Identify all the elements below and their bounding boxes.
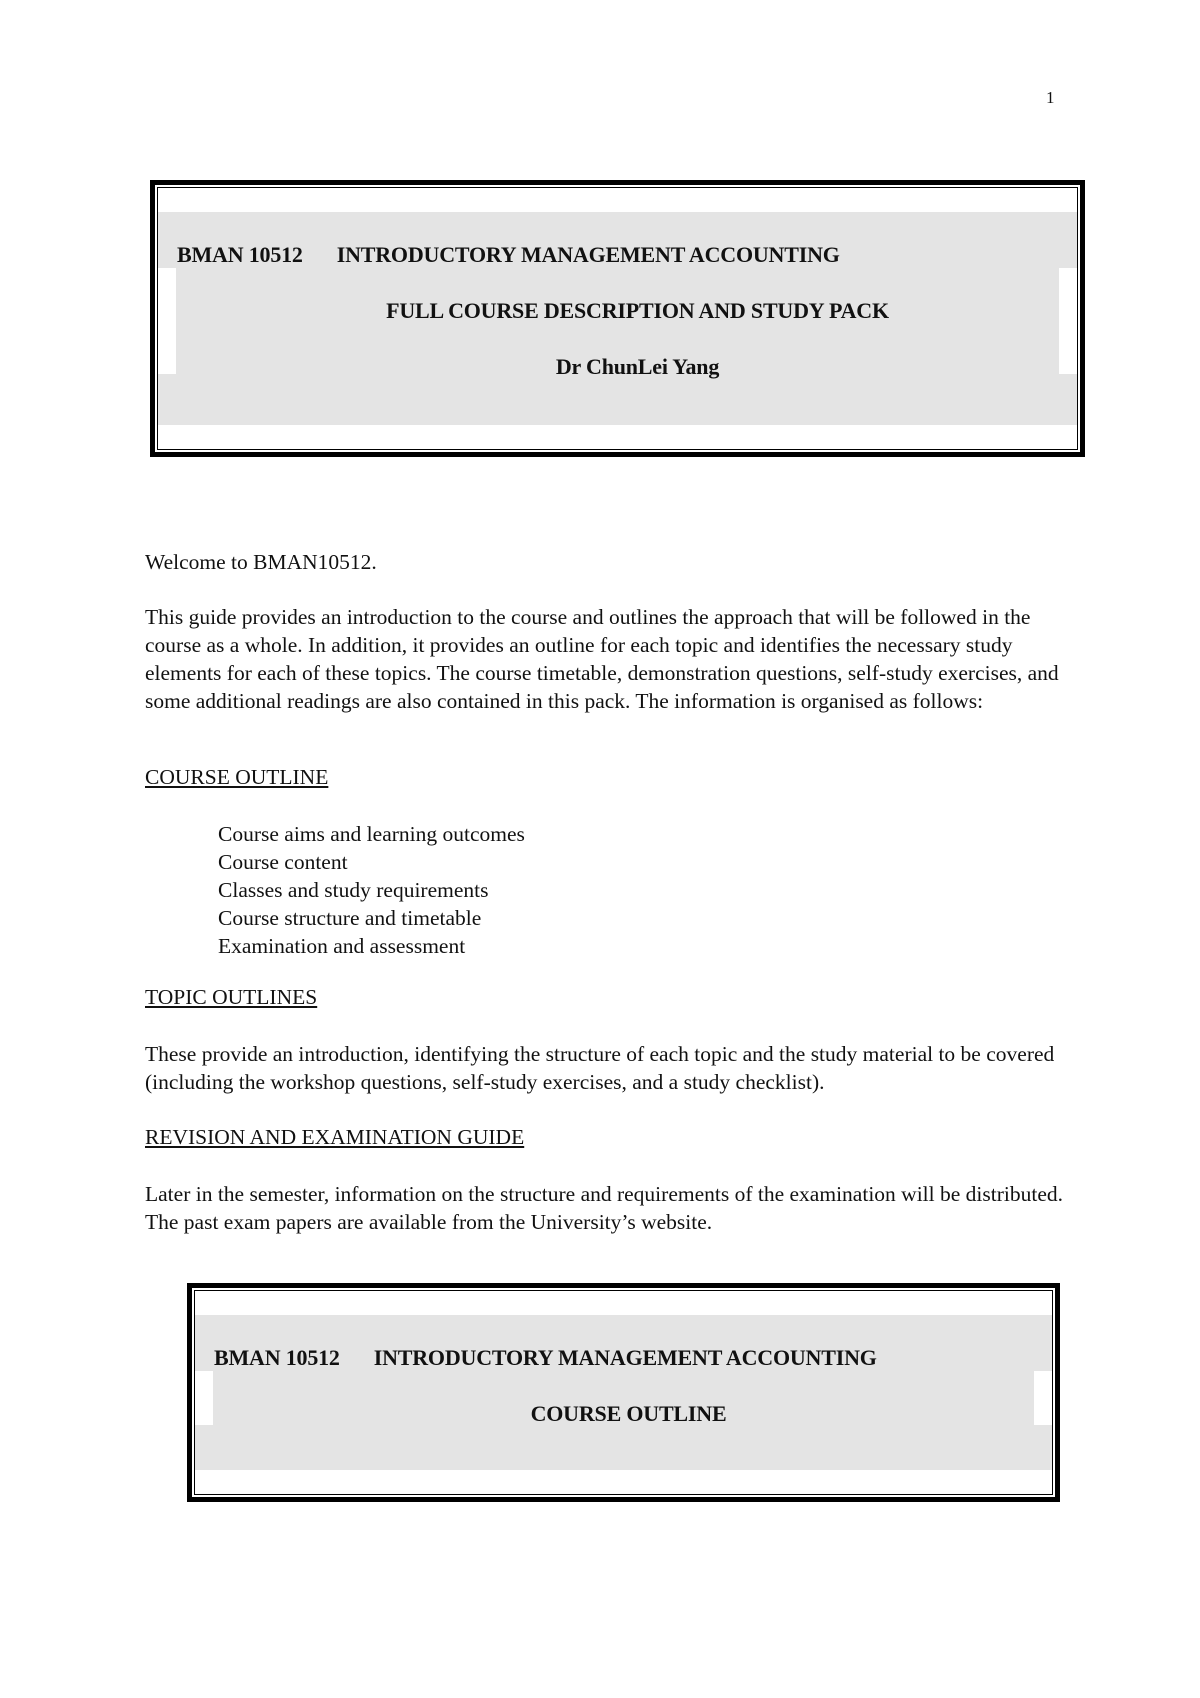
course-title: INTRODUCTORY MANAGEMENT ACCOUNTING (373, 1345, 877, 1370)
document-subtitle: FULL COURSE DESCRIPTION AND STUDY PACK (386, 298, 889, 323)
page-number: 1 (1046, 88, 1055, 107)
topic-outlines-paragraph: These provide an introduction, identifying the structure of each topic and the study material to be covered (including the workshop questions, self-study exercises, and a study checklist). (145, 1042, 1055, 1094)
course-outline-heading: COURSE OUTLINE (145, 765, 329, 789)
course-code: BMAN 10512 (214, 1345, 340, 1370)
revision-guide-paragraph: Later in the semester, information on the structure and requirements of the examination will be distributed. The past exam papers are available from the University’s website. (145, 1182, 1063, 1234)
course-heading (177, 242, 840, 268)
list-item: Course aims and learning outcomes (218, 822, 525, 846)
intro-paragraph: This guide provides an introduction to the course and outlines the approach that will be followed in the course as a whole. In addition, it provides an outline for each topic and identifies the necessary study elements for each of these topics. The course timetable, demonstration questions, self-study exercises, and some additional readings are also contained in this pack. The information is organised as follows: (145, 605, 1059, 713)
topic-outlines-heading: TOPIC OUTLINES (145, 985, 318, 1009)
list-item: Examination and assessment (218, 934, 466, 958)
course-title: INTRODUCTORY MANAGEMENT ACCOUNTING (336, 242, 840, 267)
course-outline-list (218, 820, 525, 960)
list-item: Course content (218, 850, 348, 874)
list-item: Classes and study requirements (218, 878, 489, 902)
box-shading (195, 1315, 1052, 1470)
course-heading (214, 1345, 877, 1371)
welcome-text: Welcome to BMAN10512. (145, 550, 377, 574)
author-name: Dr ChunLei Yang (555, 354, 720, 379)
list-item: Course structure and timetable (218, 906, 482, 930)
section-subtitle: COURSE OUTLINE (530, 1401, 727, 1426)
course-outline-box (187, 1283, 1060, 1502)
course-code: BMAN 10512 (177, 242, 303, 267)
course-title-box (150, 180, 1085, 457)
revision-guide-heading: REVISION AND EXAMINATION GUIDE (145, 1125, 525, 1149)
